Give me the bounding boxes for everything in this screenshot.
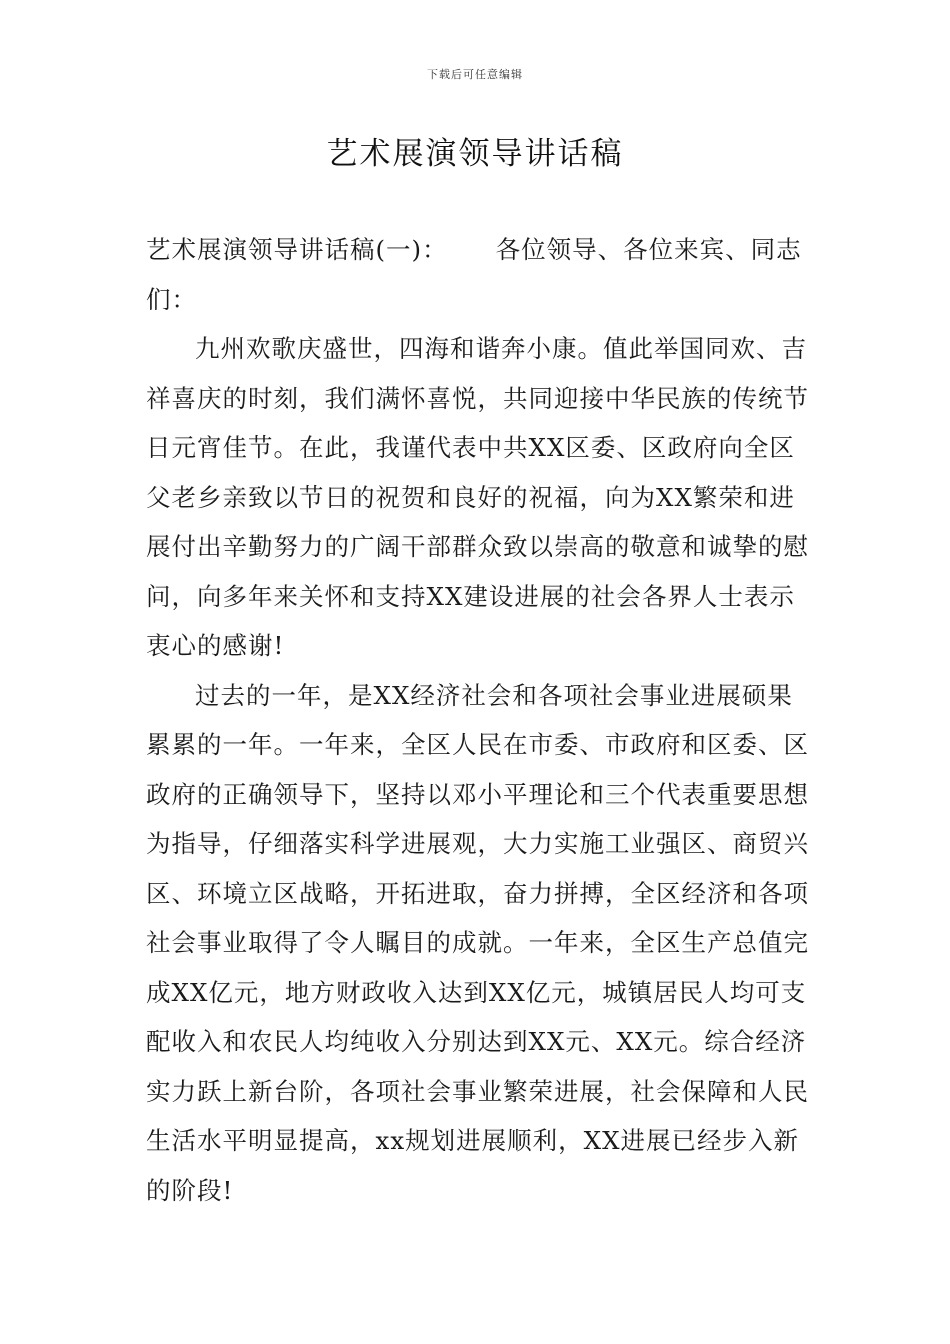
opening-heading: 艺术展演领导讲话稿(一)： [146,235,448,264]
opening-line [146,225,818,324]
paragraph-2: 过去的一年，是XX经济社会和各项社会事业进展硕果累累的一年。一年来，全区人民在市委、市政府和区委、区政府的正确领导下，坚持以邓小平理论和三个代表重要思想为指导，仔细落实科学进展观，大力实施工业强区、商贸兴区、环境立区战略，开拓进取，奋力拼搏，全区经济和各项社会事业取得了令人瞩目的成就。一年来，全区生产总值完成XX亿元，地方财政收入达到XX亿元，城镇居民人均可支配收入和农民人均纯收入分别达到XX元、XX元。综合经济实力跃上新台阶，各项社会事业繁荣进展，社会保障和人民生活水平明显提高，xx规划进展顺利，XX进展已经步入新的阶段! [146,680,809,1205]
document-title: 艺术展演领导讲话稿 [326,136,624,172]
salutation: 各位领导、各位来宾、同志们： [146,235,802,314]
header-note: 下载后可任意编辑 [427,68,523,81]
paragraph-1: 九州欢歌庆盛世，四海和谐奔小康。值此举国同欢、吉祥喜庆的时刻，我们满怀喜悦，共同迎接中华民族的传统节日元宵佳节。在此，我谨代表中共XX区委、区政府向全区父老乡亲致以节日的祝贺和良好的祝福，向为XX繁荣和进展付出辛勤努力的广阔干部群众致以崇高的敬意和诚挚的慰问，向多年来关怀和支持XX建设进展的社会各界人士表示衷心的感谢! [146,334,809,660]
document-body [146,225,818,1215]
